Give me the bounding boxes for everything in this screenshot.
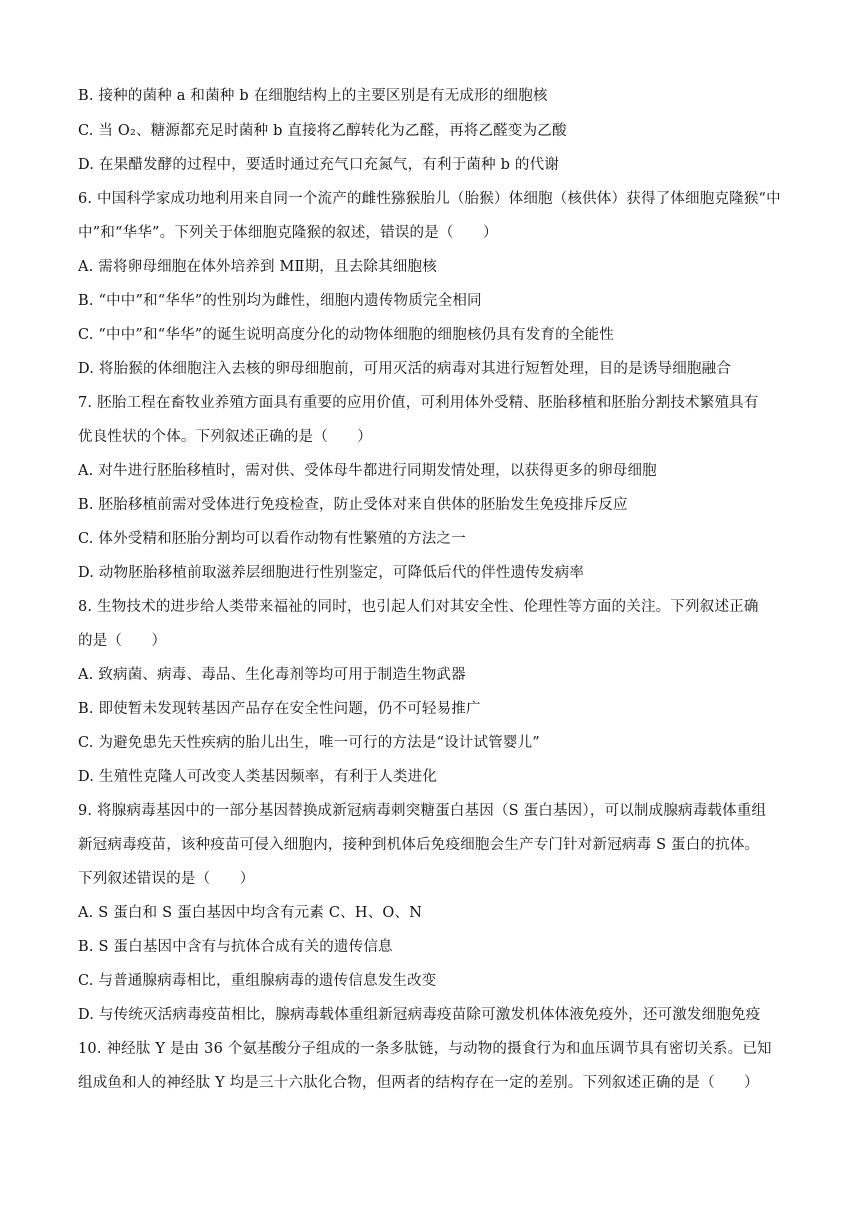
option-8d: D. 生殖性克隆人可改变人类基因频率，有利于人类进化 xyxy=(78,769,438,785)
option-6d: D. 将胎猴的体细胞注入去核的卵母细胞前，可用灭活的病毒对其进行短暂处理，目的是诱导细胞融合 xyxy=(78,361,732,377)
option-7d: D. 动物胚胎移植前取滋养层细胞进行性别鉴定，可降低后代的伴性遗传发病率 xyxy=(78,565,585,581)
question-10-stem-line-1: 10. 神经肽 Y 是由 36 个氨基酸分子组成的一条多肽链，与动物的摄食行为和血压调节具有密切关系。已知 xyxy=(78,1041,772,1057)
option-9c: C. 与普通腺病毒相比，重组腺病毒的遗传信息发生改变 xyxy=(78,973,437,989)
question-7-stem-line-1: 7. 胚胎工程在畜牧业养殖方面具有重要的应用价值，可利用体外受精、胚胎移植和胚胎分割技术繁殖具有 xyxy=(78,395,759,411)
option-7c: C. 体外受精和胚胎分割均可以看作动物有性繁殖的方法之一 xyxy=(78,531,466,547)
option-5b: B. 接种的菌种 a 和菌种 b 在细胞结构上的主要区别是有无成形的细胞核 xyxy=(78,88,548,104)
option-7a: A. 对牛进行胚胎移植时，需对供、受体母牛都进行同期发情处理，以获得更多的卵母细胞 xyxy=(78,463,657,479)
option-8c: C. 为避免患先天性疾病的胎儿出生，唯一可行的方法是“设计试管婴儿” xyxy=(78,735,540,751)
option-6b: B. “中中”和“华华”的性别均为雌性，细胞内遗传物质完全相同 xyxy=(78,293,482,309)
option-9a: A. S 蛋白和 S 蛋白基因中均含有元素 C、H、O、N xyxy=(78,905,423,921)
question-9-stem-line-2: 新冠病毒疫苗，该种疫苗可侵入细胞内，接种到机体后免疫细胞会生产专门针对新冠病毒 S 蛋白的抗体。 xyxy=(78,837,760,853)
question-6-stem-line-1: 6. 中国科学家成功地利用来自同一个流产的雌性猕猴胎儿（胎猴）体细胞（核供体）获得了体细胞克隆猴“中 xyxy=(78,191,781,207)
question-8-stem-line-1: 8. 生物技术的进步给人类带来福祉的同时，也引起人们对其安全性、伦理性等方面的关注。下列叙述正确 xyxy=(78,599,759,615)
option-7b: B. 胚胎移植前需对受体进行免疫检查，防止受体对来自供体的胚胎发生免疫排斥反应 xyxy=(78,497,628,513)
question-6-stem-line-2: 中”和“华华”。下列关于体细胞克隆猴的叙述，错误的是（ ） xyxy=(78,225,498,241)
question-9-stem-line-1: 9. 将腺病毒基因中的一部分基因替换成新冠病毒刺突糖蛋白基因（S 蛋白基因），可以制成腺病毒载体重组 xyxy=(78,803,767,819)
option-5c: C. 当 O₂、糖源都充足时菌种 b 直接将乙醇转化为乙醛，再将乙醛变为乙酸 xyxy=(78,123,567,139)
option-8b: B. 即使暂未发现转基因产品存在安全性问题，仍不可轻易推广 xyxy=(78,701,481,717)
option-9d: D. 与传统灭活病毒疫苗相比，腺病毒载体重组新冠病毒疫苗除可激发机体体液免疫外，还可激发细胞免疫 xyxy=(78,1007,761,1023)
option-6a: A. 需将卵母细胞在体外培养到 MⅡ期，且去除其细胞核 xyxy=(78,259,437,275)
question-7-stem-line-2: 优良性状的个体。下列叙述正确的是（ ） xyxy=(78,429,372,445)
question-8-stem-line-2: 的是（ ） xyxy=(78,633,167,649)
option-6c: C. “中中”和“华华”的诞生说明高度分化的动物体细胞的细胞核仍具有发育的全能性 xyxy=(78,327,614,343)
question-10-stem-line-2: 组成鱼和人的神经肽 Y 均是三十六肽化合物，但两者的结构存在一定的差别。下列叙述正确的是（ ） xyxy=(78,1075,759,1091)
question-9-stem-line-3: 下列叙述错误的是（ ） xyxy=(78,871,255,887)
option-9b: B. S 蛋白基因中含有与抗体合成有关的遗传信息 xyxy=(78,939,393,955)
option-5d: D. 在果醋发酵的过程中，要适时通过充气口充氮气，有利于菌种 b 的代谢 xyxy=(78,157,560,173)
option-8a: A. 致病菌、病毒、毒品、生化毒剂等均可用于制造生物武器 xyxy=(78,667,466,683)
